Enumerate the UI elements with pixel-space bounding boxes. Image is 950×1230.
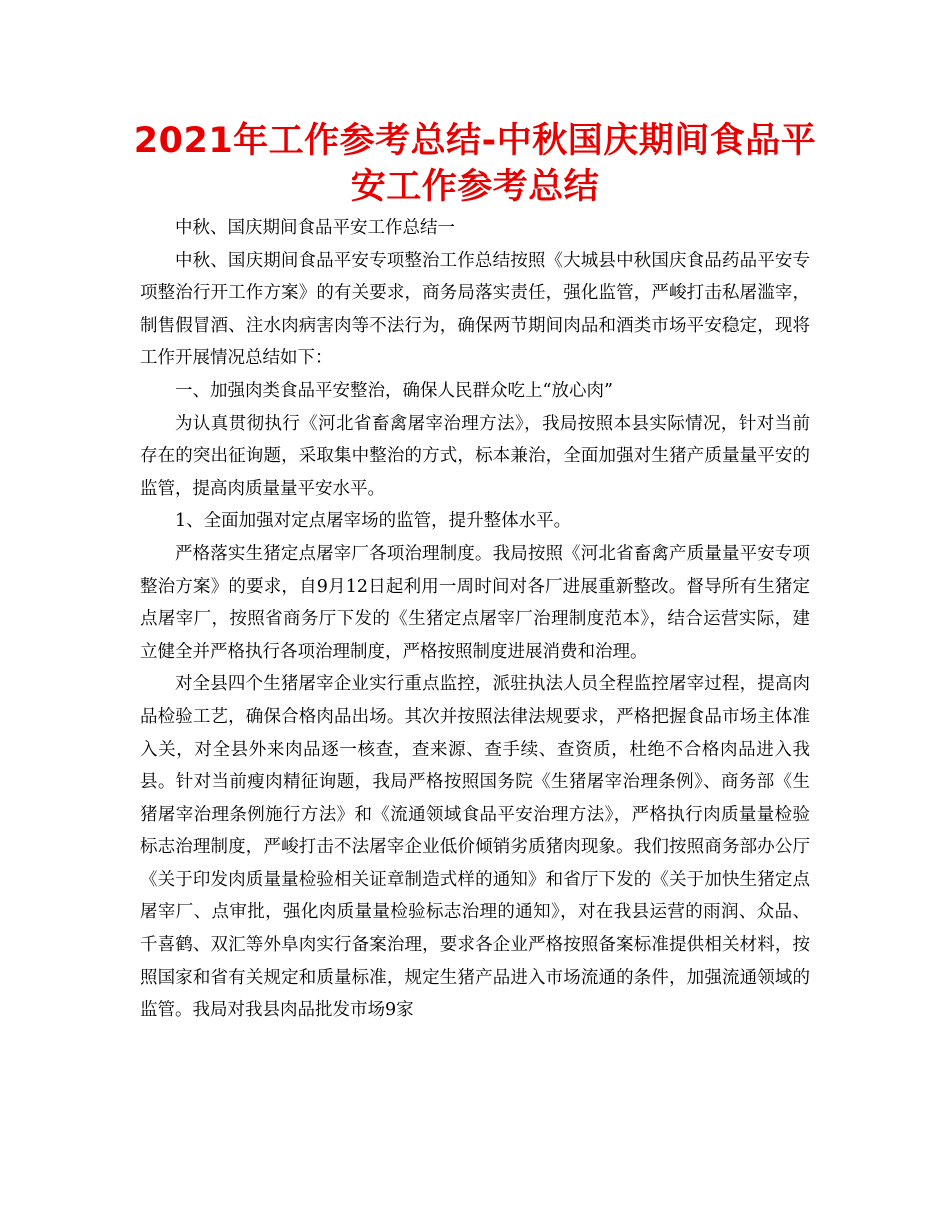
document-body (140, 212, 810, 1027)
paragraph-heading-meat-safety: 一、加强肉类食品平安整治，确保人民群众吃上“放心肉” (175, 380, 613, 401)
document-title: 2021年工作参考总结-中秋国庆期间食品平安工作参考总结 (133, 121, 817, 207)
paragraph-implementation: 为认真贯彻执行《河北省畜禽屠宰治理方法》，我局按照本县实际情况，针对当前存在的突出征询题，采取集中整治的方式，标本兼治，全面加强对生猪产质量量平安的监管，提高肉质量量平安水平。 (140, 413, 810, 499)
paragraph-key-monitoring: 对全县四个生猪屠宰企业实行重点监控，派驻执法人员全程监控屠宰过程，提高肉品检验工艺，确保合格肉品出场。其次并按照法律法规要求，严格把握食品市场主体准入关，对全县外来肉品逐一核查，查来源、查手续、查资质，杜绝不合格肉品进入我县。针对当前瘦肉精征询题，我局严格按照国务院《生猪屠宰治理条例》、商务部《生猪屠宰治理条例施行方法》和《流通领域食品平安治理方法》，严格执行肉质量量检验标志治理制度，严峻打击不法屠宰企业低价倾销劣质猪肉现象。我们按照商务部办公厅《关于印发肉质量量检验相关证章制造式样的通知》和省厅下发的《关于加快生猪定点屠宰厂、点审批，强化肉质量量检验标志治理的通知》，对在我县运营的雨润、众品、千喜鹤、双汇等外阜肉实行备案治理，要求各企业严格按照备案标准提供相关材料，按照国家和省有关规定和质量标准，规定生猪产品进入市场流通的条件，加强流通领域的监管。我局对我县肉品批发市场9家 (140, 674, 810, 1021)
paragraph-intro: 中秋、国庆期间食品平安专项整治工作总结按照《大城县中秋国庆食品药品平安专项整治行开工作方案》的有关要求，商务局落实责任，强化监管，严峻打击私屠滥宰，制售假冒酒、注水肉病害肉等不法行为，确保两节期间肉品和酒类市场平安稳定，现将工作开展情况总结如下： (140, 250, 810, 369)
paragraph-section-heading: 中秋、国庆期间食品平安工作总结一 (175, 218, 455, 238)
paragraph-management-system: 严格落实生猪定点屠宰厂各项治理制度。我局按照《河北省畜禽产质量量平安专项整治方案》的要求，自9月12日起利用一周时间对各厂进展重新整改。督导所有生猪定点屠宰厂，按照省商务厅下发的《生猪定点屠宰厂治理制度范本》，结合运营实际，建立健全并严格执行各项治理制度，严格按照制度进展消费和治理。 (140, 543, 810, 662)
paragraph-subheading-supervision: 1、全面加强对定点屠宰场的监管，提升整体水平。 (175, 511, 572, 532)
